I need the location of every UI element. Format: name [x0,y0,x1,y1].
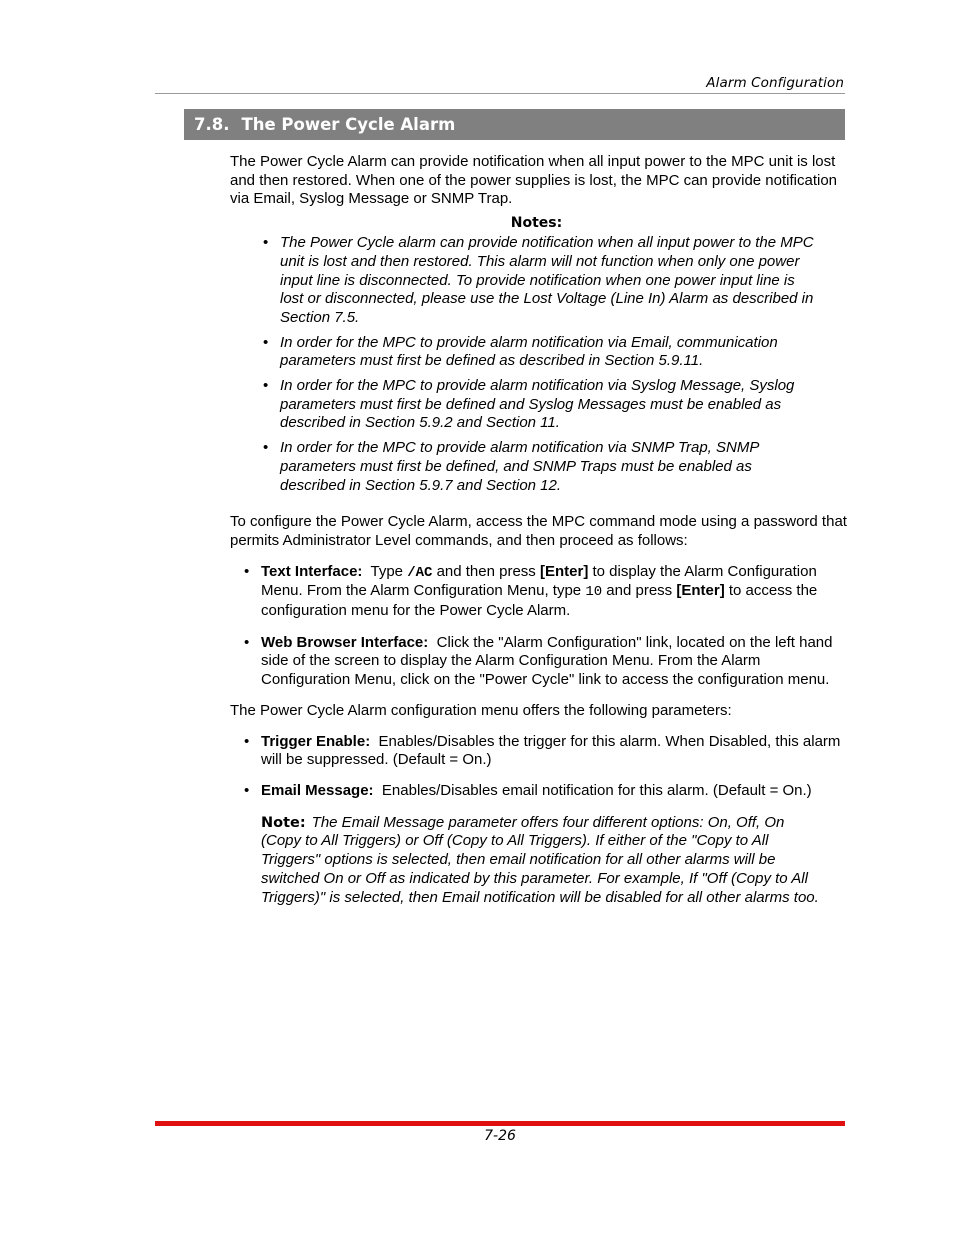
menu-number: 10 [585,584,603,601]
section-number: 7.8. [194,115,230,134]
note-item: • In order for the MPC to provide alarm notification via SNMP Trap, SNMP parameters must first be defined, and SNMP Traps must be enabled as described in Section 5.9.7 and Section 12. [280,439,820,495]
section-title: The Power Cycle Alarm [241,115,456,134]
text-interface-item [261,563,848,621]
footer-rule [155,1121,845,1126]
parameter-label: Trigger Enable: [261,732,371,750]
text-interface-label: Text Interface: [261,562,363,580]
web-interface-text: Click the "Alarm Configuration" link, located on the left hand side of the screen to display the Alarm Configuration Menu. From the Alarm Configuration Menu, click on the "Power Cycle" link to access the configuration menu. [261,633,833,689]
note-item: • In order for the MPC to provide alarm notification via Syslog Message, Syslog parameters must first be defined and Syslog Messages must be enabled as described in Section 5.9.2 and Section 11. [280,377,820,433]
note-item: • In order for the MPC to provide alarm notification via Email, communication parameters must first be defined as described in Section 5.9.11. [280,334,820,371]
parameter-label: Email Message: [261,781,374,799]
enter-key: [Enter] [676,582,725,600]
main-content [230,153,848,907]
intro-paragraph: The Power Cycle Alarm can provide notification when all input power to the MPC unit is lost and then restored. When one of the power supplies is lost, the MPC can provide notification via Email, Syslog Message or SNMP Trap. [230,153,838,208]
parameter-description: Enables/Disables the trigger for this alarm. When Disabled, this alarm will be suppressed. (Default = On.) [261,732,841,769]
parameter-description: Enables/Disables email notification for this alarm. (Default = On.) [381,781,812,799]
text-interface-text: and press [602,582,677,600]
note-text: The Email Message parameter offers four different options: On, Off, On (Copy to All Triggers) or Off (Copy to All Triggers). If either of the "Copy to All Triggers" options is selected, then email notification for all other alarms will be switched On or Off as indicated by this parameter. For example, If "Off (Copy to All Triggers)" is selected, then Email notification will be disabled for all other alarms too. [261,813,819,906]
text-interface-text: to access the configuration menu for the Power Cycle Alarm. [261,582,818,620]
note-label: Note: [261,814,306,831]
note-item: • The Power Cycle alarm can provide notification when all input power to the MPC unit is lost and then restored. This alarm will not function when only one power input line is disconnected. To provide notification when one power input line is lost or disconnected, please use the Lost Voltage (Line In) Alarm as described in Section 7.5. [280,234,820,328]
interface-list [230,563,848,690]
command-ac: /AC [407,564,433,581]
notes-label: Notes: [510,215,563,232]
page-number: 7-26 [484,1128,516,1144]
email-note [261,814,821,908]
enter-key: [Enter] [539,562,589,580]
parameter-item [261,733,848,770]
section-heading-bar [184,109,845,140]
running-header-title: Alarm Configuration [706,75,844,91]
text-interface-text: and then press [432,562,540,580]
parameters-list [230,733,848,801]
text-interface-text: Type [370,562,408,580]
text-interface-text: to display the Alarm Configuration Menu. From the Alarm Configuration Menu, type [261,562,817,600]
configure-intro-paragraph: To configure the Power Cycle Alarm, access the MPC command mode using a password that permits Administrator Level commands, and then proceed as follows: [230,513,847,549]
header-rule [155,93,845,94]
web-interface-label: Web Browser Interface: [261,633,429,651]
parameter-item [261,782,848,801]
params-intro-paragraph: The Power Cycle Alarm configuration menu offers the following parameters: [230,701,732,719]
notes-list [230,234,820,495]
web-interface-item [261,634,848,690]
